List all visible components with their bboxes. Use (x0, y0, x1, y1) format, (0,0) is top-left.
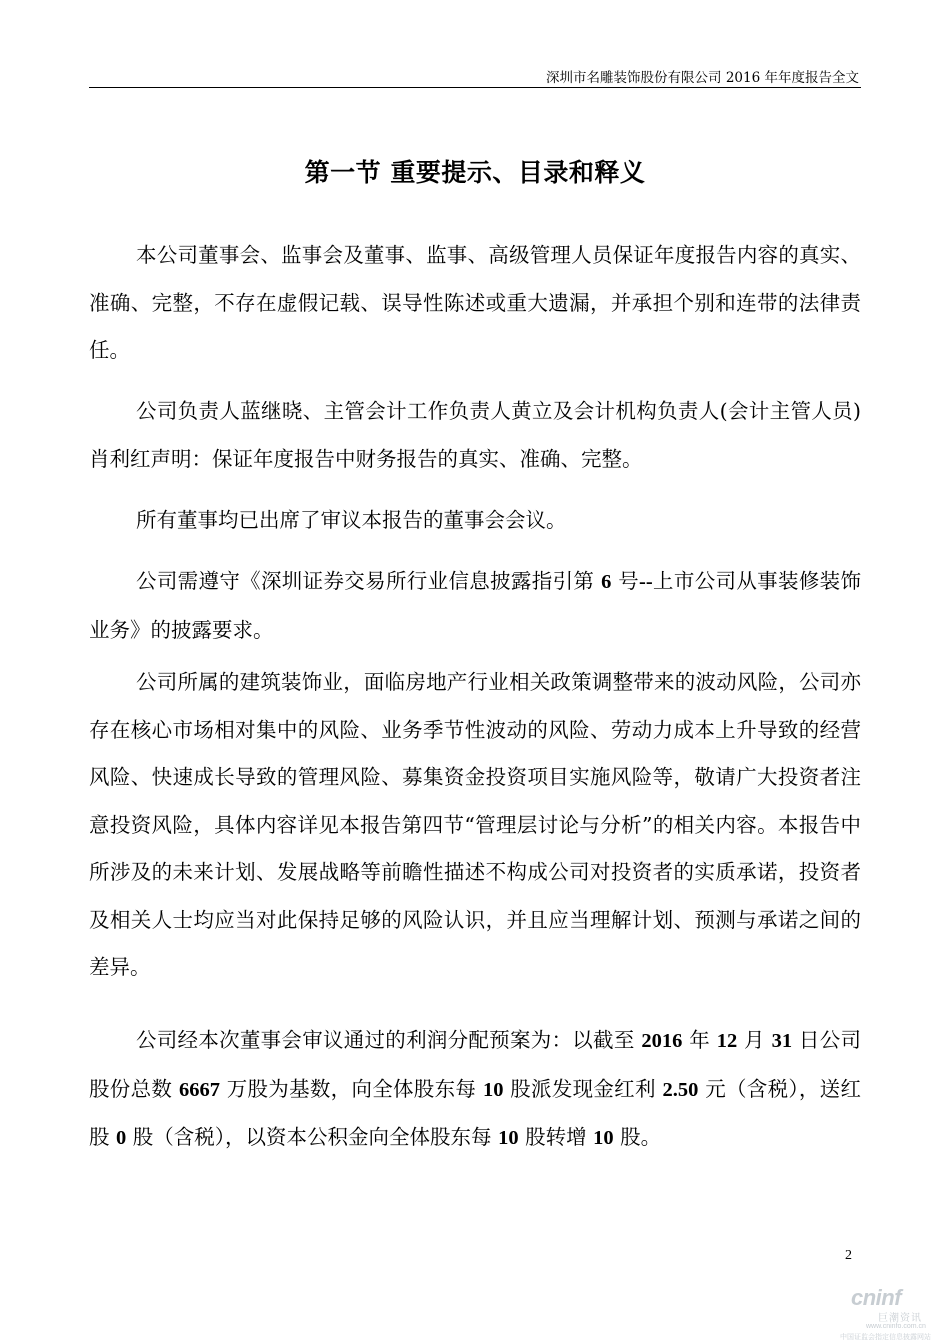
paragraph-board-guarantee: 本公司董事会、监事会及董事、监事、高级管理人员保证年度报告内容的真实、准确、完整，不存在虚假记载、误导性陈述或重大遗漏，并承担个别和连带的法律责任。 (89, 243, 861, 362)
month-value: 12 (716, 1030, 738, 1052)
text-segment: 公司经本次董事会审议通过的利润分配预案为：以截至 (136, 1028, 642, 1052)
text-segment: 股派发现金红利 (503, 1076, 663, 1101)
text-segment: 万股为基数，向全体股东每 (219, 1076, 483, 1101)
paragraph-disclosure-guideline (89, 558, 861, 654)
per-shares-value: 10 (498, 1127, 519, 1149)
cninfo-name: 巨潮资讯 (878, 1313, 922, 1324)
text-segment: 月 (737, 1028, 772, 1052)
paragraph-risk-notice: 公司所属的建筑装饰业，面临房地产行业相关政策调整带来的波动风险，公司亦存在核心市场相对集中的风险、业务季节性波动的风险、劳动力成本上升导致的经营风险、快速成长导致的管理风险、募集资金投资项目实施风险等，敬请广大投资者注意投资风险，具体内容详见本报告第四节“管理层讨论与分析”的相关内容。本报告中所涉及的未来计划、发展战略等前瞻性描述不构成公司对投资者的实质承诺，投资者及相关人士均应当对此保持足够的风险认识，并且应当理解计划、预测与承诺之间的差异。 (89, 670, 861, 979)
text-segment: 公司需遵守《深圳证券交易所行业信息披露指引第 (136, 569, 602, 593)
header-divider (89, 87, 861, 88)
cninfo-watermark (838, 1285, 950, 1344)
dash: -- (639, 571, 653, 593)
section-title: 第一节 重要提示、目录和释义 (304, 158, 646, 187)
paragraph-responsible-statement: 公司负责人蓝继晓、主管会计工作负责人黄立及会计机构负责人(会计主管人员)肖利红声明：保证年度报告中财务报告的真实、准确、完整。 (89, 399, 861, 471)
per-shares-value: 10 (482, 1078, 504, 1101)
year-value: 2016 (641, 1030, 683, 1052)
text-segment: 股转增 (518, 1125, 594, 1149)
paragraph-directors-attendance: 所有董事均已出席了审议本报告的董事会会议。 (136, 508, 567, 532)
guideline-number: 6 (601, 571, 612, 593)
cninfo-url: www.cninfo.com.cn (866, 1323, 926, 1330)
convert-shares-value: 10 (593, 1127, 614, 1149)
text-segment: 元（含税），送红股 (89, 1076, 861, 1149)
text-segment: 日公司股份总数 (89, 1028, 861, 1101)
cninfo-logo: cninf (851, 1285, 902, 1310)
text-segment: 股。 (613, 1125, 662, 1149)
paragraph-profit-distribution (89, 1017, 861, 1163)
cninfo-subtitle: 中国证监会指定信息披露网站 (840, 1333, 931, 1341)
text-segment: 号 (611, 569, 640, 593)
page-number: 2 (845, 1248, 852, 1263)
total-shares-value: 6667 (178, 1078, 220, 1101)
bonus-shares-value: 0 (116, 1127, 127, 1149)
text-segment: 年 (682, 1028, 717, 1052)
document-header: 深圳市名雕装饰股份有限公司 2016 年年度报告全文 (546, 70, 859, 86)
text-segment: 上市公司从事装修装饰业务》的披露要求。 (89, 569, 862, 642)
dividend-value: 2.50 (662, 1078, 699, 1101)
day-value: 31 (771, 1030, 793, 1052)
text-segment: 股（含税），以资本公积金向全体股东每 (126, 1125, 499, 1149)
